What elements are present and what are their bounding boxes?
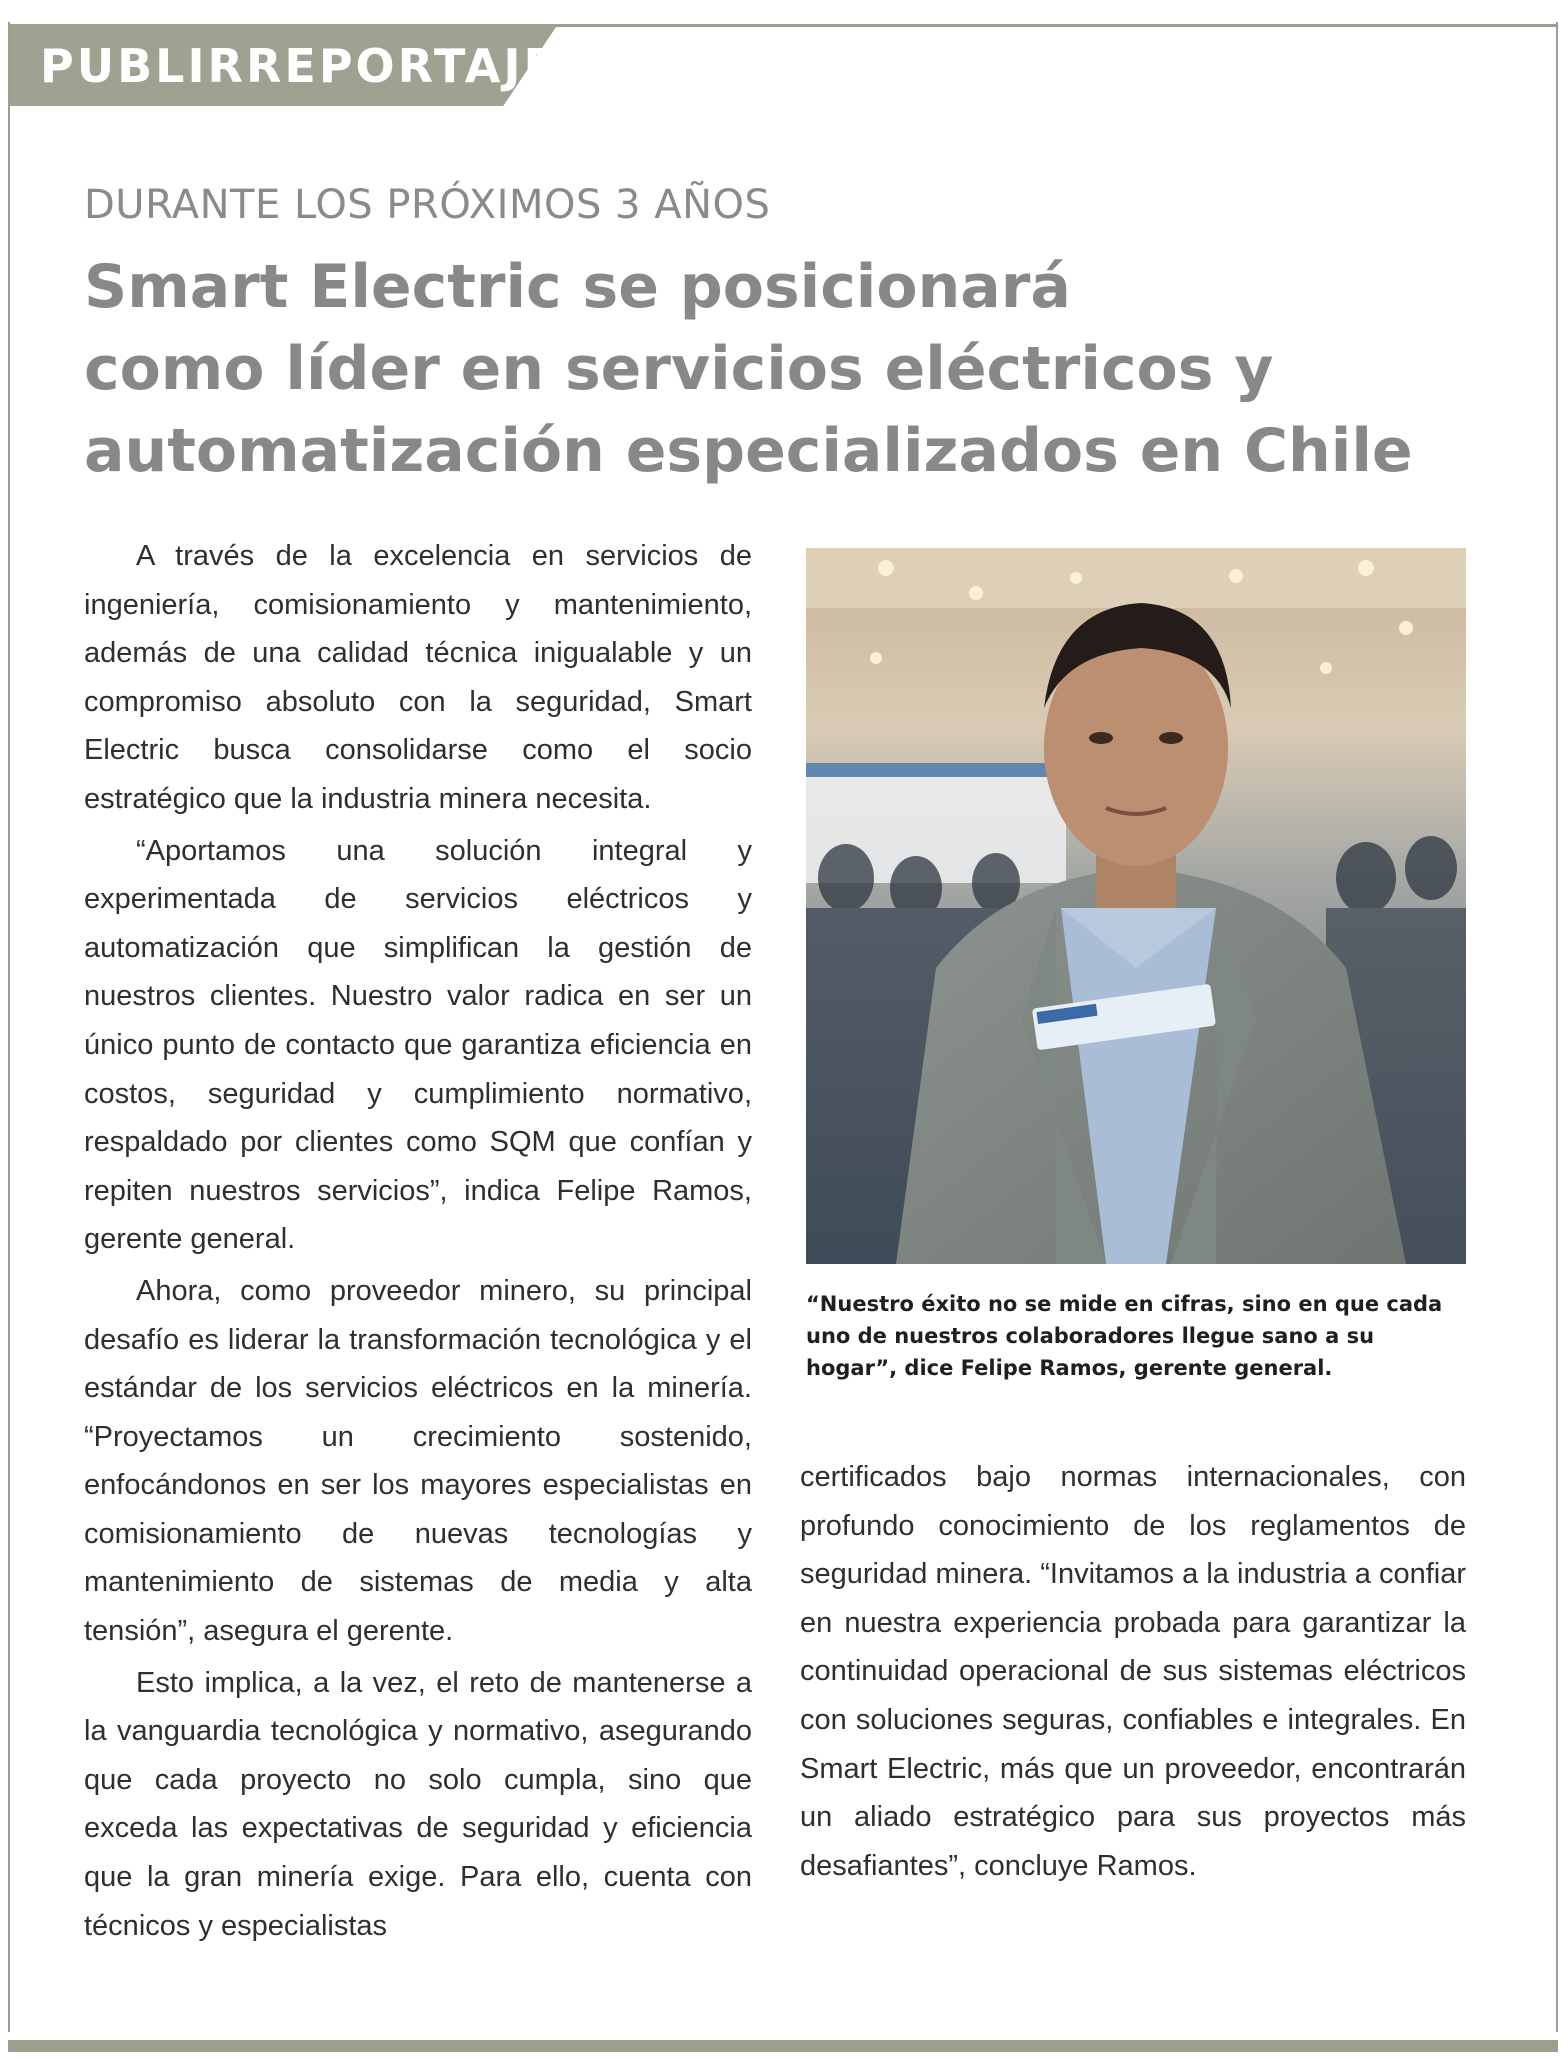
body-column-left — [84, 532, 752, 1953]
headline-line-1: Smart Electric se posicionará — [84, 252, 1071, 322]
body-column-right — [800, 1453, 1466, 1893]
body-paragraph-2: “Aportamos una solución integral y experimentada de servicios eléctricos y automatización que simplifican la gestión de nuestros clientes. Nuestro valor radica en ser un único punto de contacto que garantiza eficiencia en costos, seguridad y cumplimiento normativo, respaldado por clientes como SQM que confían y repiten nuestros servicios”, indica Felipe Ramos, gerente general. — [84, 834, 752, 1256]
body-paragraph-1: A través de la excelencia en servicios de ingeniería, comisionamiento y mantenimiento, además de una calidad técnica inigualable y un compromiso absoluto con la seguridad, Smart Electric busca consolidarse como el socio estratégico que la industria minera necesita. — [84, 540, 752, 815]
kicker: DURANTE LOS PRÓXIMOS 3 AÑOS — [84, 182, 771, 228]
headline — [84, 246, 1504, 492]
portrait-illustration — [806, 548, 1466, 1264]
bottom-rule — [8, 2040, 1558, 2052]
portrait-photo — [806, 548, 1466, 1264]
body-paragraph-4: Esto implica, a la vez, el reto de mantenerse a la vanguardia tecnológica y normativo, asegurando que cada proyecto no solo cumpla, sino que exceda las expectativas de seguridad y eficiencia que la gran minería exige. Para ello, cuenta con técnicos y especialistas — [84, 1666, 752, 1942]
top-rule — [540, 24, 1558, 27]
photo-caption: “Nuestro éxito no se mide en cifras, sino en que cada uno de nuestros colaboradores llegue sano a su hogar”, dice Felipe Ramos, gerente general. — [806, 1292, 1443, 1380]
body-paragraph-3: Ahora, como proveedor minero, su principal desafío es liderar la transformación tecnológica y el estándar de los servicios eléctricos en la minería. “Proyectamos un crecimiento sostenido, enfocándonos en ser los mayores especialistas en comisionamiento de nuevas tecnologías y mantenimiento de sistemas de media y alta tensión”, asegura el gerente. — [84, 1274, 752, 1648]
headline-line-2: como líder en servicios eléctricos y — [84, 334, 1274, 404]
headline-line-3: automatización especializados en Chile — [84, 416, 1413, 486]
body-paragraph-5: certificados bajo normas internacionales, con profundo conocimiento de los reglamentos de seguridad minera. “Invitamos a la industria a confiar en nuestra experiencia probada para garantizar la continuidad operacional de sus sistemas eléctricos con soluciones seguras, confiables e integrales. En Smart Electric, más que un proveedor, encontrarán un aliado estratégico para sus proyectos más desafiantes”, concluye Ramos. — [800, 1461, 1466, 1882]
section-label: PUBLIRREPORTAJE — [40, 39, 558, 93]
